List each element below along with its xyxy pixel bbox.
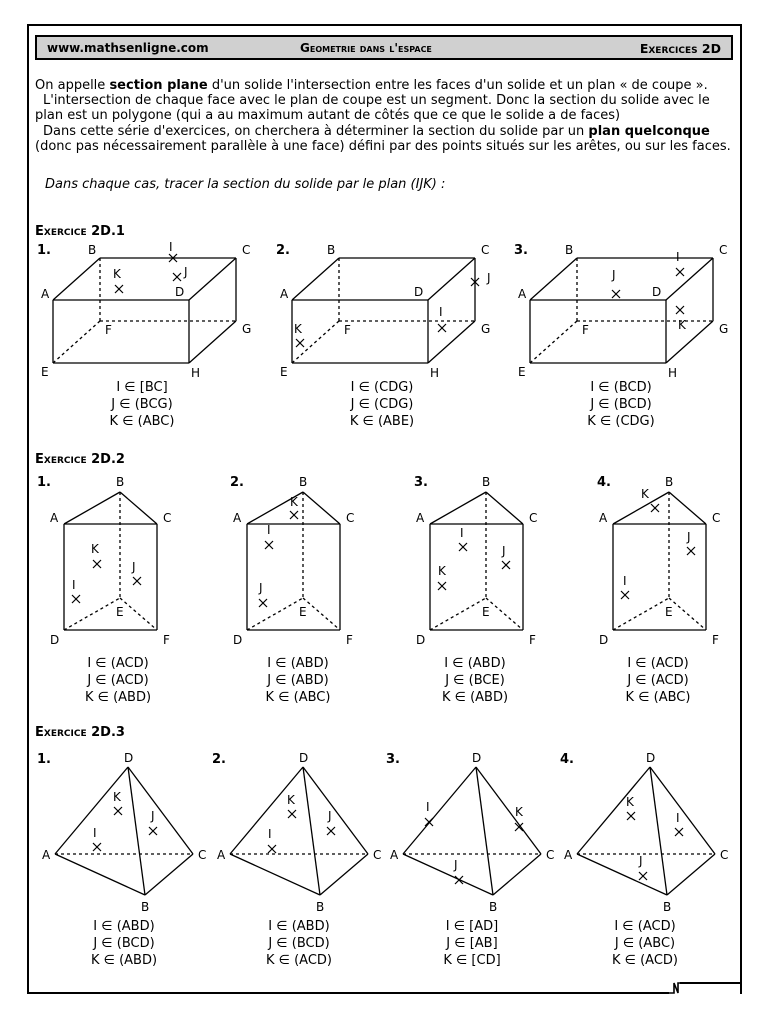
condition-line: J ∈ (BCD) <box>590 397 652 412</box>
condition-line: J ∈ (BCD) <box>93 936 155 951</box>
point-marker <box>327 827 335 835</box>
vertex-label: E <box>116 605 124 619</box>
edge <box>530 258 577 300</box>
vertex-label: D <box>414 285 424 299</box>
condition-line: I ∈ (BCD) <box>590 380 652 395</box>
vertex-label: C <box>720 848 729 862</box>
condition-line: K ∈ (ABC) <box>265 690 331 705</box>
point-marker <box>268 845 276 853</box>
hidden-edge <box>120 598 157 630</box>
point-label: K <box>678 318 686 332</box>
point-marker <box>687 547 695 555</box>
point-label: J <box>132 560 136 574</box>
vertex-label: A <box>233 511 242 525</box>
condition-line: I ∈ [AD] <box>445 919 499 934</box>
condition-line: K ∈ (ABC) <box>109 414 175 429</box>
condition-line: K ∈ (ABD) <box>84 690 152 705</box>
point-label: J <box>639 854 643 868</box>
vertex-label: B <box>299 475 308 489</box>
hidden-edge <box>530 321 577 363</box>
item-number: 3. <box>386 752 400 767</box>
exercise-title-2d2: Exercice 2D.2 <box>35 452 125 467</box>
condition-line: I ∈ (CDG) <box>350 380 414 395</box>
vertex-label: A <box>599 511 608 525</box>
item-number: 2. <box>276 243 290 258</box>
point-marker <box>93 560 101 568</box>
vertex-label: A <box>416 511 425 525</box>
point-label: J <box>454 858 458 872</box>
intro-p1-text-c: d'un solide l'intersection entre les faces d'un solide et un plan « de coupe ». <box>207 78 708 93</box>
vertex-label: G <box>481 322 491 336</box>
vertex-label: E <box>665 605 673 619</box>
point-marker <box>627 812 635 820</box>
item-number: 1. <box>37 752 51 767</box>
condition-line: J ∈ (CDG) <box>350 397 414 412</box>
edge <box>577 767 650 854</box>
edge <box>53 258 100 300</box>
edge <box>64 492 120 524</box>
intro-paragraph-2: L'intersection de chaque face avec le plan de coupe est un segment. Donc la section du solide avec le plan est un polygone (qui a au maximum autant de côtés que ce que le solide a de faces) <box>35 93 710 123</box>
point-label: I <box>267 523 271 537</box>
edge <box>493 854 541 895</box>
vertex-label: F <box>529 633 536 647</box>
edge <box>189 321 236 363</box>
point-label: I <box>460 526 464 540</box>
edge <box>667 854 715 895</box>
vertex-label: B <box>316 900 325 914</box>
vertex-label: C <box>198 848 207 862</box>
vertex-label: B <box>565 243 574 257</box>
point-label: I <box>72 578 76 592</box>
point-label: I <box>268 827 272 841</box>
edge <box>430 492 486 524</box>
vertex-label: B <box>663 900 672 914</box>
header-code: Exercices 2D <box>639 41 721 56</box>
hidden-edge <box>430 598 486 630</box>
point-label: K <box>91 542 99 556</box>
point-label: I <box>676 250 680 264</box>
point-label: I <box>169 240 173 254</box>
vertex-label: D <box>599 633 609 647</box>
condition-line: I ∈ (ACD) <box>614 919 676 934</box>
intro-p1-bold: section plane <box>109 78 208 93</box>
point-marker <box>296 339 304 347</box>
condition-line: J ∈ (ACD) <box>627 673 689 688</box>
condition-line: J ∈ (BCE) <box>445 673 505 688</box>
point-marker <box>438 324 446 332</box>
edge <box>666 321 713 363</box>
vertex-label: H <box>191 366 201 380</box>
edge <box>428 258 475 300</box>
point-label: J <box>184 265 188 279</box>
vertex-label: E <box>482 605 490 619</box>
edge <box>320 854 368 895</box>
vertex-label: A <box>280 287 289 301</box>
point-label: I <box>439 305 443 319</box>
item-number: 1. <box>37 243 51 258</box>
vertex-label: D <box>416 633 426 647</box>
edge <box>189 258 236 300</box>
point-marker <box>425 818 433 826</box>
condition-line: K ∈ (ACD) <box>611 953 678 968</box>
condition-line: K ∈ (ABE) <box>349 414 415 429</box>
vertex-label: F <box>582 323 589 337</box>
vertex-label: B <box>141 900 150 914</box>
item-number: 1. <box>37 475 51 490</box>
vertex-label: C <box>346 511 355 525</box>
point-label: K <box>294 322 302 336</box>
vertex-label: D <box>175 285 185 299</box>
point-label: I <box>93 826 97 840</box>
edge <box>120 492 157 524</box>
point-marker <box>265 541 273 549</box>
vertex-label: A <box>42 848 51 862</box>
condition-line: I ∈ (ABD) <box>267 656 329 671</box>
exercise-title-2d3: Exercice 2D.3 <box>35 725 125 740</box>
condition-line: K ∈ (ACD) <box>265 953 332 968</box>
point-marker <box>459 543 467 551</box>
vertex-label: C <box>719 243 728 257</box>
point-marker <box>93 843 101 851</box>
vertex-label: F <box>346 633 353 647</box>
point-label: K <box>438 564 446 578</box>
vertex-label: C <box>712 511 721 525</box>
hidden-edge <box>303 598 340 630</box>
edge <box>145 854 193 895</box>
point-label: K <box>515 805 523 819</box>
item-number: 4. <box>560 752 574 767</box>
vertex-label: G <box>719 322 729 336</box>
intro-p1-text-a: On appelle <box>35 78 110 93</box>
edge <box>230 767 303 854</box>
edge <box>55 854 145 895</box>
condition-line: I ∈ (ABD) <box>268 919 330 934</box>
point-marker <box>438 582 446 590</box>
vertex-label: D <box>646 751 656 765</box>
item-number: 2. <box>212 752 226 767</box>
vertex-label: B <box>88 243 97 257</box>
vertex-label: A <box>564 848 573 862</box>
vertex-label: D <box>233 633 243 647</box>
vertex-label: B <box>489 900 498 914</box>
point-label: K <box>641 487 649 501</box>
intro-p3-bold: plan quelconque <box>588 124 710 139</box>
vertex-label: A <box>217 848 226 862</box>
point-label: I <box>623 574 627 588</box>
point-marker <box>115 285 123 293</box>
vertex-label: F <box>344 323 351 337</box>
vertex-label: C <box>373 848 382 862</box>
edge <box>403 767 476 854</box>
task-instruction: Dans chaque cas, tracer la section du solide par le plan (IJK) : <box>45 177 446 192</box>
point-marker <box>259 599 267 607</box>
point-marker <box>639 872 647 880</box>
vertex-label: B <box>116 475 125 489</box>
condition-line: J ∈ (ACD) <box>87 673 149 688</box>
intro-p3-text-a: Dans cette série d'exercices, on cherchera à déterminer la section du solide par un <box>43 124 589 139</box>
hidden-edge <box>247 598 303 630</box>
vertex-label: F <box>163 633 170 647</box>
vertex-label: B <box>482 475 491 489</box>
vertex-label: H <box>430 366 440 380</box>
vertex-label: D <box>472 751 482 765</box>
point-label: J <box>151 809 155 823</box>
vertex-label: E <box>41 365 49 379</box>
point-marker <box>288 810 296 818</box>
vertex-label: C <box>529 511 538 525</box>
condition-line: I ∈ (ABD) <box>444 656 506 671</box>
point-marker <box>676 268 684 276</box>
edge <box>577 854 667 895</box>
vertex-label: A <box>41 287 50 301</box>
edge <box>428 321 475 363</box>
vertex-label: B <box>665 475 674 489</box>
point-label: J <box>502 544 506 558</box>
condition-line: K ∈ (ABD) <box>441 690 509 705</box>
point-marker <box>612 290 620 298</box>
edge <box>230 854 320 895</box>
point-marker <box>502 561 510 569</box>
vertex-label: A <box>518 287 527 301</box>
vertex-label: G <box>242 322 252 336</box>
point-marker <box>676 306 684 314</box>
vertex-label: D <box>299 751 309 765</box>
point-label: K <box>113 267 121 281</box>
hidden-edge <box>486 598 523 630</box>
header-site: www.mathsenligne.com <box>47 41 209 55</box>
point-marker <box>675 828 683 836</box>
edge <box>486 492 523 524</box>
point-marker <box>651 504 659 512</box>
condition-line: J ∈ [AB] <box>446 936 498 951</box>
condition-line: K ∈ (ABC) <box>625 690 691 705</box>
point-label: K <box>113 790 121 804</box>
point-label: J <box>328 809 332 823</box>
point-marker <box>173 273 181 281</box>
vertex-label: D <box>124 751 134 765</box>
hidden-edge <box>53 321 100 363</box>
condition-line: K ∈ (CDG) <box>587 414 655 429</box>
vertex-label: F <box>105 323 112 337</box>
edge <box>303 492 340 524</box>
vertex-label: F <box>712 633 719 647</box>
point-marker <box>290 511 298 519</box>
condition-line: J ∈ (ABD) <box>267 673 329 688</box>
condition-line: J ∈ (ABC) <box>614 936 676 951</box>
edge <box>292 258 339 300</box>
point-label: K <box>290 495 298 509</box>
condition-line: I ∈ (ABD) <box>93 919 155 934</box>
point-label: J <box>487 271 491 285</box>
condition-line: I ∈ (ACD) <box>627 656 689 671</box>
vertex-label: E <box>299 605 307 619</box>
vertex-label: C <box>163 511 172 525</box>
edge <box>666 258 713 300</box>
vertex-label: C <box>242 243 251 257</box>
vertex-label: E <box>280 365 288 379</box>
point-marker <box>455 876 463 884</box>
point-marker <box>621 591 629 599</box>
point-label: K <box>287 793 295 807</box>
point-label: J <box>259 581 263 595</box>
vertex-label: B <box>327 243 336 257</box>
edge <box>403 854 493 895</box>
vertex-label: A <box>50 511 59 525</box>
edge <box>669 492 706 524</box>
condition-line: J ∈ (BCD) <box>268 936 330 951</box>
point-label: I <box>676 811 680 825</box>
vertex-label: D <box>652 285 662 299</box>
point-marker <box>133 577 141 585</box>
hidden-edge <box>613 598 669 630</box>
header-title: Geometrie dans l'espace <box>300 41 432 55</box>
point-marker <box>114 807 122 815</box>
vertex-label: C <box>546 848 555 862</box>
condition-line: I ∈ [BC] <box>116 380 168 395</box>
point-label: K <box>626 795 634 809</box>
vertex-label: C <box>481 243 490 257</box>
point-label: I <box>426 800 430 814</box>
point-label: J <box>612 268 616 282</box>
point-marker <box>149 827 157 835</box>
item-number: 3. <box>514 243 528 258</box>
item-number: 2. <box>230 475 244 490</box>
hidden-edge <box>669 598 706 630</box>
point-label: J <box>687 530 691 544</box>
vertex-label: H <box>668 366 678 380</box>
vertex-label: D <box>50 633 60 647</box>
condition-line: J ∈ (BCG) <box>111 397 173 412</box>
condition-line: K ∈ (ABD) <box>90 953 158 968</box>
point-marker <box>72 595 80 603</box>
condition-line: K ∈ [CD] <box>443 953 501 968</box>
exercise-title-2d1: Exercice 2D.1 <box>35 224 125 239</box>
condition-line: I ∈ (ACD) <box>87 656 149 671</box>
intro-p3-text-c: (donc pas nécessairement parallèle à une face) défini par des points situés sur les arêtes, ou sur les faces. <box>35 139 731 154</box>
vertex-label: A <box>390 848 399 862</box>
vertex-label: E <box>518 365 526 379</box>
item-number: 4. <box>597 475 611 490</box>
item-number: 3. <box>414 475 428 490</box>
